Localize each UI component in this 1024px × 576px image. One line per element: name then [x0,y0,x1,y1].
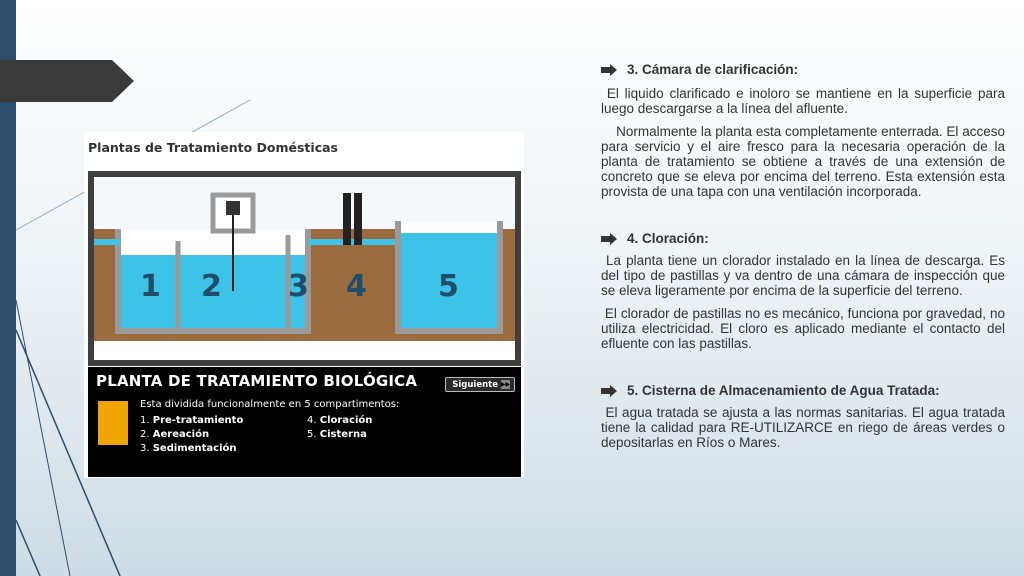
compartment-intro: Esta dividida funcionalmente en 5 compartimentos: [140,399,400,410]
compartment-number-3: 3 [288,269,309,304]
compartment-item-1: 1. Pre-tratamiento [140,415,244,426]
section-paragraph: Normalmente la planta esta completamente enterrada. El acceso para servicio y el aire fresco para la necesaria operación de la planta de tratamiento se obtiene a través de una extensión de concreto que se eleva por encima del terreno. Esta extensión esta provista de una tapa con una ventilación incorporada. [601,124,1009,199]
orange-marker [98,401,128,445]
section-paragraph: La planta tiene un clorador instalado en la línea de descarga. Es del tipo de pastillas y va dentro de una cámara de inspección que se eleva ligeramente por encima de la superficie del terreno. [601,253,1009,298]
title-arrow-shape [0,60,134,102]
section-heading-clarification: 3. Cámara de clarificación: [601,62,1005,77]
section-paragraph: El liquido clarificado e inoloro se mantiene en la superficie para luego descargarse a la línea del afluente. [601,86,1009,116]
text-column [601,62,1009,450]
arrow-bullet-icon [601,385,619,397]
next-button-label: Siguiente [452,379,498,390]
arrow-bullet-icon [601,233,619,245]
treatment-plant-figure [84,132,524,478]
panel-title: PLANTA DE TRATAMIENTO BIOLÓGICA [96,372,418,390]
compartment-item-3: 3. Sedimentación [140,443,237,454]
compartment-number-5: 5 [438,269,459,304]
compartment-info-box [92,397,517,459]
compartment-item-4: 4. Cloración [307,415,373,426]
fast-forward-icon: ▶▶ [500,381,511,388]
plant-diagram [88,171,521,366]
section-heading-chlorination: 4. Cloración: [601,231,1005,246]
compartment-number-1: 1 [140,269,161,304]
info-panel [88,367,521,477]
figure-title: Plantas de Tratamiento Domésticas [88,140,338,155]
compartment-item-2: 2. Aereación [140,429,210,440]
section-paragraph: El clorador de pastillas no es mecánico, funciona por gravedad, no utiliza electricidad. El cloro es aplicado mediante el contacto del efluente con las pastillas. [601,306,1009,351]
next-button[interactable] [445,377,515,392]
section-paragraph: El agua tratada se ajusta a las normas sanitarias. El agua tratada tiene la calidad para RE-UTILIZARCE en riego de áreas verdes o depositarlas en Ríos o Mares. [601,405,1009,450]
section-heading-cistern: 5. Cisterna de Almacenamiento de Agua Tratada: [601,383,1005,398]
compartment-item-5: 5. Cisterna [307,429,367,440]
compartment-number-2: 2 [201,269,222,304]
compartment-number-4: 4 [346,269,367,304]
arrow-bullet-icon [601,64,619,76]
